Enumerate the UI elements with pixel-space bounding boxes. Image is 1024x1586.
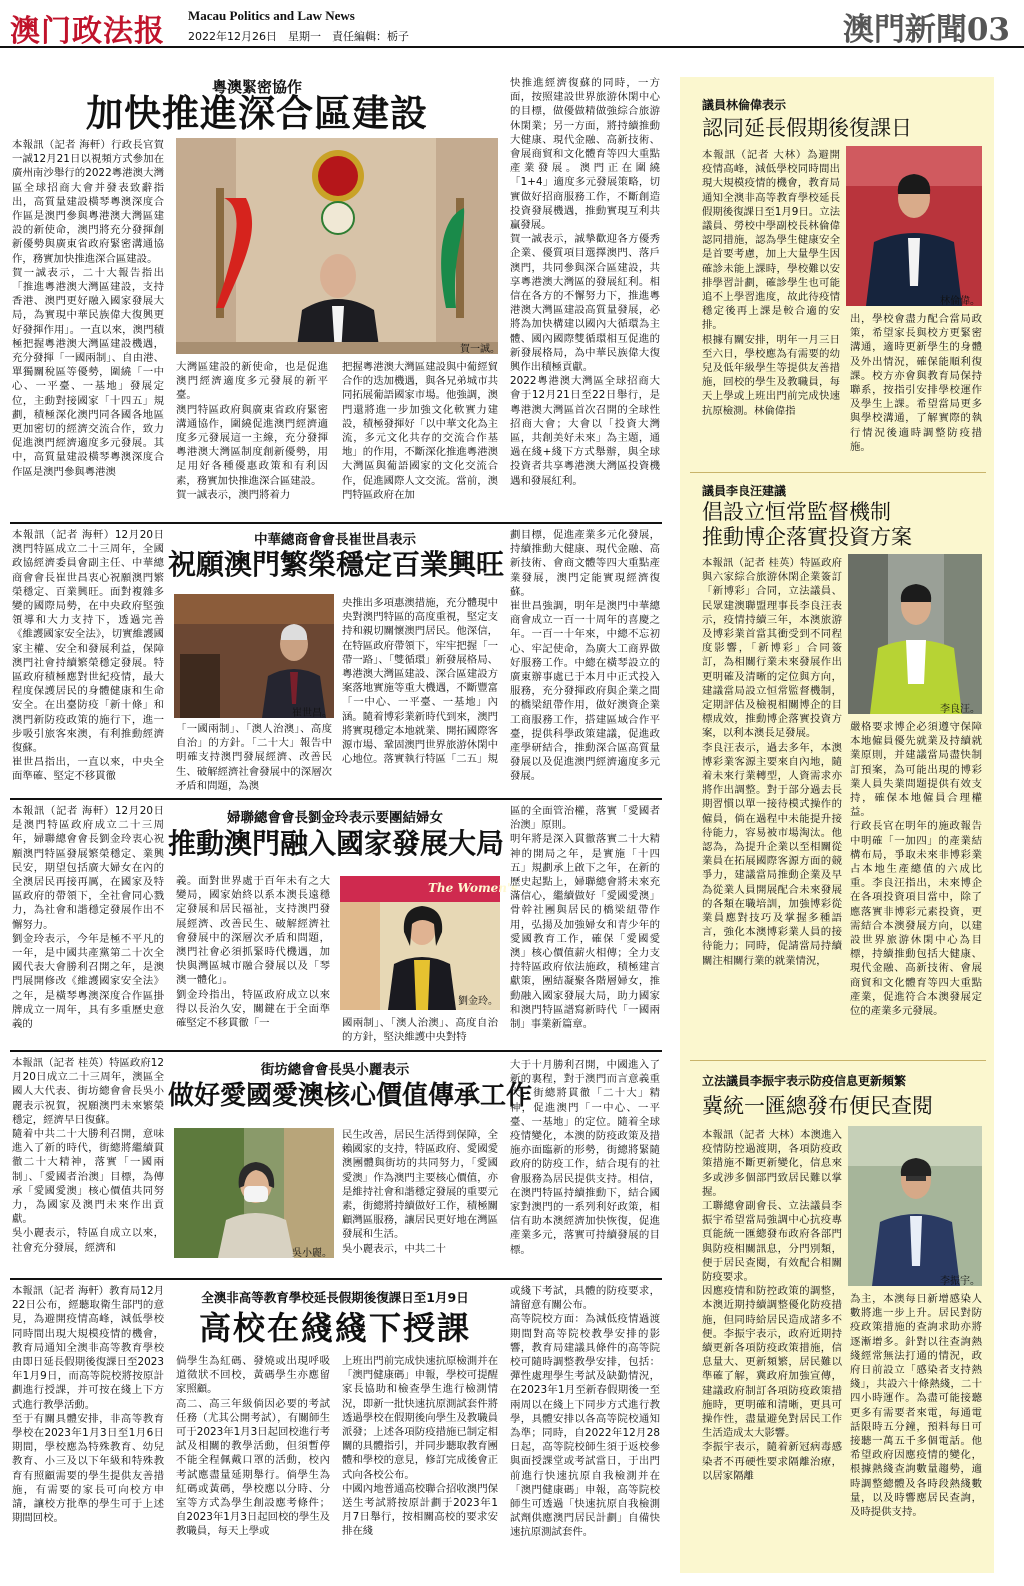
article4-photo-caption: 吳小麗。 <box>292 1248 332 1259</box>
article3-col4: 區的全面管治權，落實「愛國者治澳」原則。 明年將是深入貫徹落實二十大精神的開局之年，是實施「十四五」規劃承上啟下之年，在新的歷史起點上，婦聯總會將未來充滿信心，繼續做好「愛國愛澳」骨幹社團與居民的橋梁紐帶作用，弘揚及加強婦女和青少年的愛國教育工作，確保「愛國愛澳」核心價值薪火相傳；全力支持特區政府依法施政，積極建言獻策，團結凝聚各階層婦女，推動融入國家發展大局，助力國家和澳門特區譜寫新時代「一國兩制」事業新篇章。 <box>510 805 660 1031</box>
sidebar2-photo <box>848 554 982 714</box>
sidebar1-col1: 本報訊（記者 大林）為避開疫情高峰，減低學校同時間出現大規模疫情的機會，教育局通知全澳非高等教育學校延長假期後復課日至1月9日。立法議員、勞校中學副校長林倫偉認同措施，認為學生健康安全是首要考慮，加上大量學生因確診未能上課時，學校難以安排學習計劃，確診學生也可能追不上學習進度，故此待疫情穩定後再上課是較合適的安排。 根據有關安排，明年一月三日至六日，學校應為有需要的幼兒及低年級學生等提供友善措施，回校的學生及教職員，每天上學或上班出門前完成快速抗原檢測。林倫偉指 <box>702 149 840 417</box>
article1-photo-caption: 賀一誠。 <box>460 344 500 355</box>
article1-col2: 大灣區建設的新使命，也是促進澳門經濟適度多元發展的新平臺。 澳門特區政府與廣東省政府緊密溝通協作，圍繞促進澳門經濟適度多元發展這一主線，充分發揮粵港澳大灣區制度創新優勢，用足用好各種優惠政策和有利因素，務實加快推進深合區建設。 賀一誠表示，澳門將着力 <box>176 361 328 501</box>
article1-col1: 本報訊（記者 海軒）行政長官賀一誠12月21日以視頻方式參加在廣州南沙舉行的2022粵港澳大灣區全球招商大會并發表致辭指出，高質量建設橫琴粵澳深度合作區是澳門參與粵港澳大灣區建設的新使命，澳門將充分發揮創新優勢與廣東省政府緊密溝通協作，務實加快推進深合區建設。 賀一誠表示，二十大報告指出「推進粵港澳大灣區建設，支持香港、澳門更好融入國家發展大局，為實現中華民族偉大復興更好發揮作用」。一直以來，澳門積極把握粵港澳大灣區建設機遇，充分發揮「一國兩制」、自由港、單獨關稅區等優勢，圍繞「一中心、一平臺、一基地」發展定位，主動對接國家「十四五」規劃，積極深化澳門同各國各地區更加密切的經濟交流合作，致力促進澳門經濟適度多元發展。其中，高質量建設橫琴粵澳深度合作區是澳門參與粵港澳 <box>12 139 164 478</box>
article1-kicker: 粵澳緊密協作 <box>211 78 302 96</box>
sidebar3-photo <box>848 1126 982 1286</box>
article3-kicker: 婦聯總會會長劉金玲表示要團結婦女 <box>227 810 443 826</box>
article5-headline: 高校在綫綫下授課 <box>198 1309 471 1347</box>
sidebar1-photo <box>846 146 982 306</box>
article5-col1: 本報訊（記者 海軒）教育局12月22日公布，經聽取衛生部門的意見，為避開疫情高峰，減低學校同時間出現大規模疫情的機會，教育局通知全澳非高等教育學校由即日延長假期後復課日至2023年1月9日，而高等院校將按原計劃進行授課，并可按在綫上下方式進行教學活動。 至于有關具體安排，非高等教育學校在2023年1月3日至1月6日期間，學校應為特殊教育、幼兒教育、小三及以下年級和特殊教育有照顧需要的學生提供友善措施，有需要的家長可向校方申請，讓校方批準的學生可于上述期間回校。 <box>12 1285 164 1525</box>
sidebar2-headline-line1: 倡設立恒常監督機制 <box>702 500 891 524</box>
sidebar3-col2: 為主，本澳每日新增感染人數將進一步上升。居民對防疫政策措施的查詢求助亦將逐漸增多。針對以往查詢熱綫經常無法打通的情況，政府日前設立「感染者支持熱綫」，共設六十條熱綫，二十四小時運作。為盡可能接聽更多有需要者來電，每通電話限時五分鐘，預料每日可接聽一萬五千多個電話。他希望政府因應疫情的變化，根據熱綫查詢數量趨勢，適時調整總體及各時段熱綫數量，以及時響應居民查詢，及時提供支持。 <box>850 1293 982 1519</box>
separator-4 <box>10 1278 662 1280</box>
article1-col3: 把握粵港澳大灣區建設與中葡經貿合作的迭加機遇，與各兄弟城市共同拓展葡語國家市場。他強調，澳門還將進一步加強文化軟實力建設，積極發揮好「以中華文化為主流，多元文化共存的交流合作基地」的作用，不斷深化推進粵港澳大灣區與葡語國家的文化交流合作，促進國際人文交流。當前，澳門特區政府在加 <box>342 361 498 501</box>
article4-headline: 做好愛國愛澳核心價值傳承工作 <box>168 1081 533 1111</box>
newspaper-english-name: Macau Politics and Law News <box>188 8 355 23</box>
article4-col1: 本報訊（記者 桂英）特區政府12月20日成立二十三周年，澳區全國人大代表、街坊總會會長吳小麗表示祝賀，祝願澳門未來繁榮穩定，經濟早日復蘇。 隨着中共二十大勝利召開，意味進入了新的時代，街總將繼續貫徹二十大精神，落實「一國兩制」、「愛國者治澳」目標，為傳承「愛國愛澳」核心價值共同努力，為國家及澳門未來作出貢獻。 吳小麗表示，特區自成立以來，社會充分發展，經濟和 <box>12 1057 164 1254</box>
date-line: 2022年12月26日 星期一 責任編輯：栃子 <box>188 30 409 43</box>
article2-photo <box>174 594 334 718</box>
sidebar2-col1: 本報訊（記者 桂英）特區政府與六家綜合旅游休閑企業簽訂「新博彩」合同，立法議員、民眾建澳聯盟理事長李良汪表示，疫情持續三年，本澳旅游及博彩業首當其衝受到不同程度影響，「新博彩」合同簽訂，為相關行業未來發展作出更明確及清晰的定位與方向，建議當局設立恒常監督機制，定期評估及檢視相關博企的目標成效，推動博企落實投資方案，以利本澳長足發展。 李良汪表示，過去多年，本澳博彩業客源主要來自內地，隨着未來行業轉型，人資需求亦將作出調整。對于部分過去長期習慣以單一接待模式操作的僱員，倘在過程中未能提升接待能力，容易被市場淘汰。他認為，為提升企業以至相關從業員在拓展國際客源方面的競爭力，建議當局推動企業及早為從業人員開展配合未來發展的各類在職培訓，加強博彩從業員應對技巧及掌握多種語言，強化本澳博彩業人員的接待能力；同時，促請當局持續關注相關行業的就業情況， <box>702 557 842 967</box>
separator-1 <box>10 522 662 524</box>
sidebar2-col2: 嚴格要求博企必須遵守保障本地僱員優先就業及持續就業原則，并建議當局盡快制訂預案，為可能出現的博彩業人員失業問題提供有效支持，確保本地僱員合理權益。 行政長官在明年的施政報告中明確「一加四」的產業結構布局，爭取未來非博彩業占本地生產總值的六成比重。李良汪指出，未來博企在各項投資項目當中，除了應落實非博彩元素投資，更需結合本澳發展方向，以建設世界旅游休閑中心為目標，持續推動包括大健康、現代金融、高新技術、會展商貿和文化體育等四大重點產業，促進符合本澳發展定位的產業多元發展。 <box>850 721 982 1018</box>
article2-kicker: 中華總商會會長崔世昌表示 <box>254 532 416 548</box>
sidebar3-photo-caption: 李振宇。 <box>940 1276 980 1287</box>
article5-kicker: 全澳非高等教育學校延長假期後復課日至1月9日 <box>201 1290 469 1305</box>
article5-col4: 或綫下考試，具體的防疫要求，請留意有關公布。 高等院校方面：為減低疫情過渡期間對高等院校教學安排的影響，教育局建議具條件的高等院校可隨時調整教學安排，包括：彈性處理學生考試及缺勤情況，在2023年1月至新春假期後一至兩周以在綫上下同步方式進行教學，具體安排以各高等院校通知為準；同時，自2022年12月28日起，高等院校師生須于返校參與面授課堂或考試當日，于出門前進行快速抗原自我檢測并在「澳門健康碼」申報，高等院校師生可透過「快速抗原自我檢測試劑供應澳門居民計劃」自備快速抗原測試套件。 <box>510 1285 660 1539</box>
article2-col2: 「一國兩制」、「澳人治澳」、高度自治」的方針。「二十大」報告中明確支持澳門發展經濟、改善民生、破解經濟社會發展中的深層次矛盾和問題，為澳 <box>176 723 332 792</box>
sidebar3-headline: 冀統一匯總發布便民查閱 <box>702 1094 933 1118</box>
sidebar1-col2: 出，學校會盡力配合當局政策，希望家長與校方更緊密溝通，適時更新學生的身體及外出情況，確保能順利復課。校方亦會與教育局保持聯系，按指引安排學校運作及學生上課。希望當局更多與學校溝通，了解實際的執行情況後適時調整防疫措施。 <box>850 313 982 453</box>
article3-photo-banner: The Women's <box>428 881 518 895</box>
sidebar1-kicker: 議員林倫偉表示 <box>702 98 787 112</box>
sidebar2-headline-line2: 推動博企落實投資方案 <box>702 525 912 549</box>
separator-3 <box>10 1050 662 1052</box>
article1-col4: 快推進經濟復蘇的同時，一方面，按照建設世界旅游休閑中心的目標，做優做精做強綜合旅游休閑業；另一方面，將持續推動大健康、現代金融、高新技術、會展商貿和文化體育等四大重點產業發展。澳門正在圍繞「1+4」適度多元發展策略，切實做好招商服務工作，不斷創造投資發展機遇，推動實現互利共贏發展。 賀一誠表示，誠摯歡迎各方優秀企業、優質項目選擇澳門、落戶澳門，共同參與深合區建設，共享粵港澳大灣區的發展紅利。相信在各方的不懈努力下，推進粵港澳大灣區建設高質量發展，必將為加快構建以國內大循環為主體、國內國際雙循環相互促進的新發展格局，為中華民族偉大復興作出積極貢獻。 2022粵港澳大灣區全球招商大會于12月21日至22日舉行，是粵港澳大灣區首次召開的全球性招商大會；大會以「投資大灣區，共創美好未來」為主題，通過在綫+綫下方式舉辦，與全球投資者共享粵港澳大灣區投資機遇和發展紅利。 <box>510 77 660 487</box>
sidebar-divider-1 <box>690 472 986 473</box>
sidebar-divider-2 <box>690 1060 986 1061</box>
article3-col2: 義。面對世界處于百年未有之大變局，國家始終以系本澳長遠穩定發展和居民福祉，支持澳門發展經濟、改善民生、破解經濟社會發展中的深層次矛盾和問題，澳門社會必須抓緊時代機遇，加快與灣區城市融合發展以及「琴澳一體化」。 劉金玲指出，特區政府成立以來得以長治久安，關鍵在于全面準確堅定不移貫徹「一 <box>176 875 330 1030</box>
article5-col2: 倘學生為紅碼、發燒或出現呼吸道徵狀不回校，黃碼學生亦應留家照顧。 高二、高三年級倘因必要的考試任務（尤其公開考試），有關師生可于2023年1月3日起回校進行考試及相關的教學活動，但須暫停不能全程佩戴口罩的活動，校內考試應盡量延期舉行。倘學生為紅碼或黃碼，學校應以分時、分室等方式為學生創設應考條件；自2023年1月3日起回校的學生及教職員，每天上學或 <box>176 1355 330 1538</box>
article3-headline: 推動澳門融入國家發展大局 <box>168 827 505 860</box>
sidebar2-kicker: 議員李良汪建議 <box>702 484 787 498</box>
article4-kicker: 街坊總會會長吳小麗表示 <box>260 1062 410 1078</box>
article5-col3: 上班出門前完成快速抗原檢測并在「澳門健康碼」申報，學校可提醒家長協助和檢查學生進行檢測情況，即新一批快速抗原測試套件將透過學校在假期後向學生及教職員派發；上述各項防疫措施已制定相關的具體指引，并同步聽取教育團體和學校的意見，修訂完成後會正式向各校公布。 中國內地普通高校聯合招收澳門保送生考試將按原計劃于2023年1月7日舉行，按相關高校的要求安排在綫 <box>342 1355 498 1538</box>
article2-col4: 劃目標，促進產業多元化發展，持續推動大健康、現代金融、高新技術、會商文體等四大重點產業發展，澳門定能實現經濟復蘇。 崔世昌強調，明年是澳門中華總商會成立一百一十周年的喜慶之年。一百一十年來，中總不忘初心、牢記使命，為廣大工商界做好服務工作。中總在橫琴設立的廣東辦事處已于本月中正式投入服務，充分發揮政府與企業之間的橋梁紐帶作用，做好澳資企業工商服務工作，搭建區域合作平臺，提供科學政策建議，促進政產學研結合，推動深合區高質量發展以及促進澳門經濟適度多元發展。 <box>510 529 660 783</box>
article2-photo-caption: 崔世昌。 <box>292 708 332 719</box>
article2-col3: 央推出多項惠澳措施，充分體現中央對澳門特區的高度重視，堅定支持和親切關懷澳門居民。他深信，在特區政府帶領下，牢牢把握「一帶一路」、「雙循環」新發展格局、粵港澳大灣區建設、深合區建設方案落地實施等重大機遇，不斷豐富「一中心、一平臺、一基地」內涵。隨着博彩業新時代到來，澳門將實現穩定本地就業、開拓國際客源市場、鞏固澳門世界旅游休閑中心地位。落實執行特區「二五」規 <box>342 597 498 766</box>
article3-photo <box>340 876 518 1010</box>
page-title: 澳門新聞03 <box>842 12 1010 48</box>
article3-col1: 本報訊（記者 海軒）12月20日是澳門特區政府成立二十三周年，婦聯總會會長劉金玲衷心祝願澳門特區發展繁榮穩定、業興民安，期望包括廣大婦女在內的全澳居民再接再厲，在國家及特區政府的帶領下，全社會同心戮力，為社會和諧穩定發展作出不懈努力。 劉金玲表示，今年是極不平凡的一年，是中國共產黨第二十次全國代表大會勝利召開之年，是澳門展開修改《維護國家安全法》之年，是橫琴粵澳深度合作區掛牌成立一周年，具有多重歷史意義的 <box>12 805 164 1031</box>
article2-headline: 祝願澳門繁榮穩定百業興旺 <box>168 548 505 581</box>
newspaper-logo: 澳门政法报 <box>10 14 165 49</box>
article4-col4: 大于十月勝利召開，中國進入了新的裏程，對于澳門而言意義重大，街總將貫徹「二十大」精神，促進澳門「一中心、一平臺、一基地」的定位。隨着全球疫情變化，本澳的防疫政策及措施亦面臨新的形勢，街總將緊隨政府的防疫工作，結合現有的社會服務為居民提供支持。相信，在澳門特區持續推動下，結合國家對澳門的一系列利好政策，相信有助本澳經濟加快恢復，促進產業多元，落實可持續發展的目標。 <box>510 1059 660 1256</box>
sidebar1-headline: 認同延長假期後復課日 <box>702 116 912 140</box>
masthead <box>0 0 1024 48</box>
sidebar1-photo-caption: 林倫偉。 <box>940 296 980 307</box>
article1-photo <box>176 138 498 354</box>
sidebar3-kicker: 立法議員李振宇表示防疫信息更新頻繁 <box>702 1074 907 1088</box>
sidebar2-photo-caption: 李良汪。 <box>940 704 980 715</box>
separator-2 <box>10 798 662 800</box>
article3-col3: 國兩制」、「澳人治澳」、高度自治的方針，堅決維護中央對特 <box>342 1017 498 1044</box>
article4-photo <box>174 1128 334 1258</box>
article3-photo-caption: 劉金玲。 <box>458 996 498 1007</box>
article2-col1: 本報訊（記者 海軒）12月20日澳門特區成立二十三周年，全國政協經濟委員會副主任、中華總商會會長崔世昌衷心祝願澳門繁榮穩定、百業興旺。面對複雜多變的國際局勢，在中央政府堅強領導和大力支持下，透過完善《維護國家安全法》，切實維護國家主權、安全和發展利益，保障澳門社會持續繁榮穩定發展。特區政府積極應對世紀疫情，最大程度保護居民的身體健康和生命安全。在出臺防疫「新十條」和澳門新防疫政策的施行下，進一步吸引旅客來澳，有利推動經濟復蘇。 崔世昌指出，一直以來，中央全面準確、堅定不移貫徹 <box>12 529 164 783</box>
sidebar3-col1: 本報訊（記者 大林）本澳進入疫情防控過渡期，各項防疫政策措施不斷更新變化，信息來多或涉多個部門致居民難以掌握。 工聯總會副會長、立法議員李振宇希望當局強調中心抗疫專頁能統一匯總發布政府各部門與防疫相關訊息，分門別類，便于居民查閱，有效配合相關防疫要求。 因應疫情和防控政策的調整，本澳近期持續調整優化防疫措施，但同時給居民造成諸多不便。李振宇表示，政府近期持續更新各項防疫政策措施，信息量大、更新頻繁，居民難以準確了解，冀政府加強宣傳，建議政府制訂各項防疫政策措施時，更明確和清晰，更具可操作性，盡量避免對居民工作生活造成太大影響。 李振宇表示，隨着新冠病毒感染者不再硬性要求隔離治療，以居家隔離 <box>702 1129 842 1482</box>
article1-headline: 加快推進深合區建設 <box>86 91 428 135</box>
article4-col3: 民生改善，居民生活得到保障，全賴國家的支持，特區政府、愛國愛澳團體與街坊的共同努力，「愛國愛澳」作為澳門主要核心價值，亦是維持社會和諧穩定發展的重要元素，街總將持續做好工作，積極關顧灣區服務，讓居民更好地在灣區發展和生活。 吳小麗表示，中共二十 <box>342 1129 498 1255</box>
